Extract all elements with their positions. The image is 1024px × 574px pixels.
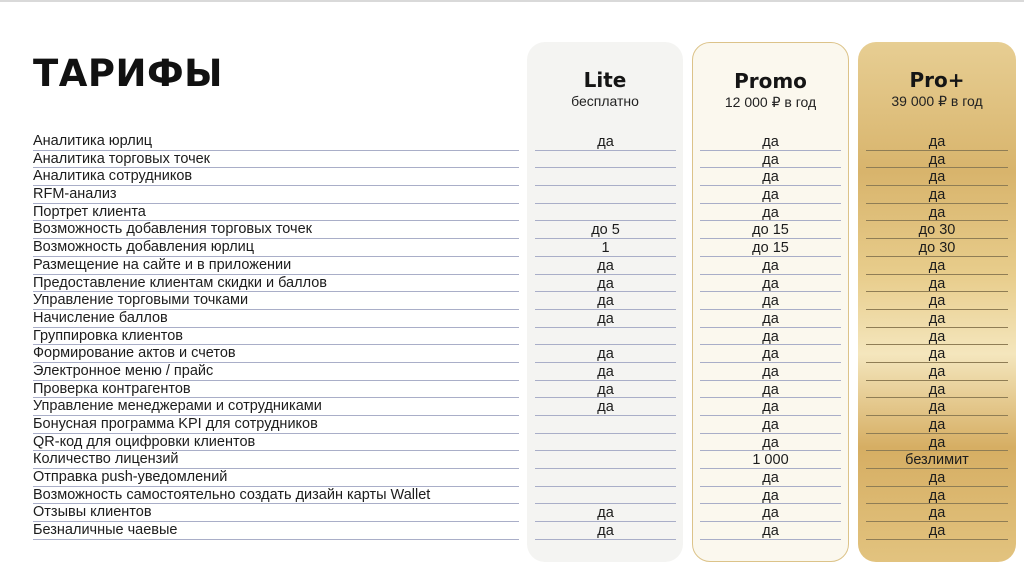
- promo-value: до 15: [700, 221, 841, 239]
- feature-name: Управление торговыми точками: [33, 292, 519, 310]
- promo-value: да: [700, 504, 841, 522]
- pro-value: да: [866, 434, 1008, 452]
- lite-value: да: [535, 345, 676, 363]
- feature-name: Бонусная программа KPI для сотрудников: [33, 416, 519, 434]
- promo-value: да: [700, 363, 841, 381]
- feature-row: [0, 186, 1024, 204]
- feature-name: RFM-анализ: [33, 186, 519, 204]
- feature-name: Аналитика юрлиц: [33, 133, 519, 151]
- feature-row: [0, 451, 1024, 469]
- pro-value: да: [866, 469, 1008, 487]
- feature-name: Управление менеджерами и сотрудниками: [33, 398, 519, 416]
- feature-name: Возможность добавления торговых точек: [33, 221, 519, 239]
- feature-name: Формирование актов и счетов: [33, 345, 519, 363]
- lite-value: [535, 469, 676, 487]
- feature-row: [0, 151, 1024, 169]
- pro-value: да: [866, 310, 1008, 328]
- promo-value: да: [700, 328, 841, 346]
- feature-row: [0, 398, 1024, 416]
- lite-value: 1: [535, 239, 676, 257]
- feature-row: [0, 328, 1024, 346]
- feature-row: [0, 487, 1024, 505]
- promo-value: да: [700, 398, 841, 416]
- lite-value: до 5: [535, 221, 676, 239]
- feature-row: [0, 275, 1024, 293]
- plan-name-lite: Lite: [583, 68, 627, 92]
- feature-row: [0, 204, 1024, 222]
- pro-value: да: [866, 328, 1008, 346]
- feature-row: [0, 257, 1024, 275]
- feature-name: Возможность добавления юрлиц: [33, 239, 519, 257]
- feature-name: Предоставление клиентам скидки и баллов: [33, 275, 519, 293]
- pro-value: да: [866, 504, 1008, 522]
- pro-value: да: [866, 363, 1008, 381]
- feature-row: [0, 292, 1024, 310]
- pro-value: до 30: [866, 221, 1008, 239]
- lite-value: [535, 151, 676, 169]
- lite-value: [535, 451, 676, 469]
- feature-name: Аналитика сотрудников: [33, 168, 519, 186]
- promo-value: 1 000: [700, 451, 841, 469]
- feature-name: Группировка клиентов: [33, 328, 519, 346]
- lite-value: да: [535, 257, 676, 275]
- feature-name: Количество лицензий: [33, 451, 519, 469]
- promo-value: да: [700, 292, 841, 310]
- plan-price-pro: 39 000 ₽ в год: [891, 93, 983, 109]
- pro-value: безлимит: [866, 451, 1008, 469]
- promo-value: да: [700, 522, 841, 540]
- plan-name-pro: Pro+: [909, 68, 965, 92]
- pro-value: да: [866, 398, 1008, 416]
- feature-row: [0, 168, 1024, 186]
- lite-value: [535, 328, 676, 346]
- lite-value: [535, 204, 676, 222]
- feature-row: [0, 522, 1024, 540]
- feature-row: [0, 416, 1024, 434]
- pro-value: да: [866, 345, 1008, 363]
- plan-price-lite: бесплатно: [571, 93, 639, 109]
- lite-value: да: [535, 292, 676, 310]
- feature-row: [0, 434, 1024, 452]
- feature-name: QR-код для оцифровки клиентов: [33, 434, 519, 452]
- pro-value: да: [866, 168, 1008, 186]
- pro-value: да: [866, 257, 1008, 275]
- feature-name: Начисление баллов: [33, 310, 519, 328]
- lite-value: [535, 416, 676, 434]
- promo-value: да: [700, 381, 841, 399]
- promo-value: да: [700, 345, 841, 363]
- feature-row: [0, 310, 1024, 328]
- lite-value: [535, 186, 676, 204]
- pro-value: да: [866, 292, 1008, 310]
- feature-name: Аналитика торговых точек: [33, 151, 519, 169]
- feature-name: Отправка push-уведомлений: [33, 469, 519, 487]
- feature-name: Возможность самостоятельно создать дизайн карты Wallet: [33, 487, 519, 505]
- feature-row: [0, 221, 1024, 239]
- pro-value: да: [866, 487, 1008, 505]
- promo-value: да: [700, 168, 841, 186]
- promo-value: да: [700, 204, 841, 222]
- promo-value: да: [700, 186, 841, 204]
- plan-name-promo: Promo: [734, 69, 807, 93]
- feature-row: [0, 469, 1024, 487]
- lite-value: [535, 487, 676, 505]
- feature-name: Проверка контрагентов: [33, 381, 519, 399]
- feature-row: [0, 239, 1024, 257]
- promo-value: да: [700, 469, 841, 487]
- feature-row: [0, 381, 1024, 399]
- promo-value: да: [700, 434, 841, 452]
- pro-value: да: [866, 275, 1008, 293]
- lite-value: да: [535, 522, 676, 540]
- promo-value: да: [700, 257, 841, 275]
- feature-name: Безналичные чаевые: [33, 522, 519, 540]
- pro-value: да: [866, 151, 1008, 169]
- lite-value: да: [535, 275, 676, 293]
- lite-value: да: [535, 381, 676, 399]
- top-divider: [0, 0, 1024, 2]
- promo-value: да: [700, 275, 841, 293]
- lite-value: да: [535, 363, 676, 381]
- pro-value: да: [866, 381, 1008, 399]
- plan-price-promo: 12 000 ₽ в год: [724, 94, 817, 110]
- promo-value: да: [700, 151, 841, 169]
- lite-value: [535, 168, 676, 186]
- lite-value: да: [535, 133, 676, 151]
- feature-name: Отзывы клиентов: [33, 504, 519, 522]
- lite-value: да: [535, 398, 676, 416]
- pro-value: да: [866, 133, 1008, 151]
- promo-value: да: [700, 133, 841, 151]
- pro-value: да: [866, 416, 1008, 434]
- feature-name: Портрет клиента: [33, 204, 519, 222]
- pro-value: до 30: [866, 239, 1008, 257]
- lite-value: да: [535, 504, 676, 522]
- lite-value: да: [535, 310, 676, 328]
- pro-value: да: [866, 204, 1008, 222]
- page-title: ТАРИФЫ: [33, 52, 223, 95]
- feature-row: [0, 345, 1024, 363]
- pro-value: да: [866, 186, 1008, 204]
- promo-value: да: [700, 416, 841, 434]
- promo-value: да: [700, 310, 841, 328]
- features-table: [0, 133, 1024, 540]
- feature-row: [0, 363, 1024, 381]
- feature-name: Электронное меню / прайс: [33, 363, 519, 381]
- feature-row: [0, 133, 1024, 151]
- promo-value: да: [700, 487, 841, 505]
- feature-name: Размещение на сайте и в приложении: [33, 257, 519, 275]
- promo-value: до 15: [700, 239, 841, 257]
- feature-row: [0, 504, 1024, 522]
- pro-value: да: [866, 522, 1008, 540]
- lite-value: [535, 434, 676, 452]
